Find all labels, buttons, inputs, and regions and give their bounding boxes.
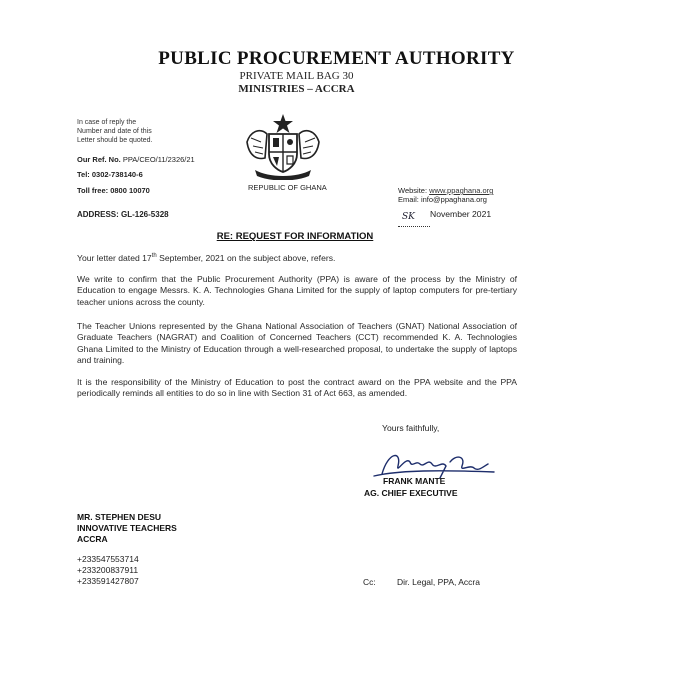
- recipient-line: ACCRA: [77, 534, 108, 544]
- reply-note-line: In case of reply the: [77, 119, 137, 126]
- cc-label: Cc:: [363, 577, 376, 587]
- paragraph-1-end: September, 2021 on the subject above, refers.: [156, 252, 336, 263]
- recipient-line: MR. STEPHEN DESU: [77, 512, 162, 522]
- website: [398, 186, 493, 195]
- tollfree-label: Toll free:: [77, 186, 109, 195]
- cc-value: Dir. Legal, PPA, Accra: [397, 577, 480, 587]
- reply-note-line: Letter should be quoted.: [77, 137, 153, 144]
- letterhead-title: PUBLIC PROCUREMENT AUTHORITY: [158, 48, 515, 69]
- email-label: Email:: [398, 195, 419, 204]
- our-ref: [77, 155, 195, 164]
- handwritten-day: SK: [402, 212, 415, 222]
- phone-number: +233547553714: [77, 554, 139, 564]
- letterhead-mail-bag: PRIVATE MAIL BAG 30: [239, 70, 354, 82]
- signatory-name: FRANK MANTE: [383, 476, 446, 486]
- toll-free: [77, 186, 150, 195]
- recipient-phones: [77, 554, 139, 587]
- website-label: Website:: [398, 186, 428, 195]
- email-link[interactable]: info@ppaghana.org: [420, 195, 487, 204]
- date-month-year: November 2021: [430, 209, 492, 219]
- tollfree-value: 0800 10070: [110, 186, 150, 195]
- address: ADDRESS: GL-126-5328: [77, 210, 169, 219]
- recipient-line: INNOVATIVE TEACHERS: [77, 523, 177, 533]
- paragraph-1: [77, 251, 517, 264]
- paragraph-1-start: Your letter dated 17: [77, 252, 152, 263]
- subject-line: RE: REQUEST FOR INFORMATION: [216, 231, 374, 242]
- telephone: [77, 170, 143, 179]
- phone-number: +233591427807: [77, 576, 139, 586]
- coat-of-arms-icon: [241, 112, 325, 180]
- recipient-address: [77, 512, 177, 545]
- tel-value: 0302-738140-6: [91, 170, 143, 179]
- valediction: Yours faithfully,: [382, 423, 440, 433]
- paragraph-3: The Teacher Unions represented by the Ghana National Association of Teachers (GNAT) National Association of Graduate Teachers (NAGRAT) and Coalition of Concerned Teachers (CCT) recommended K. A. Technologies Ghana Limited to the Ministry of Education through a well-researched proposal, to undertake the supply of laptops and training.: [77, 321, 517, 366]
- date-day-line: [398, 208, 430, 227]
- letterhead-location: MINISTRIES – ACCRA: [238, 83, 355, 95]
- tel-label: Tel:: [77, 170, 90, 179]
- emblem-caption: REPUBLIC OF GHANA: [248, 183, 327, 192]
- signatory-title: AG. CHIEF EXECUTIVE: [364, 488, 458, 498]
- reply-note-line: Number and date of this: [77, 128, 152, 135]
- paragraph-1-ordinal: th: [151, 253, 157, 259]
- phone-number: +233200837911: [77, 565, 139, 575]
- our-ref-value: PPA/CEO/11/2326/21: [122, 155, 195, 164]
- email: [398, 195, 487, 204]
- our-ref-label: Our Ref. No.: [77, 155, 121, 164]
- reply-note: [77, 118, 153, 145]
- paragraph-4: It is the responsibility of the Ministry of Education to post the contract award on the PPA website and the PPA periodically reminds all entities to do so in line with Section 31 of Act 663, as amended.: [77, 377, 517, 399]
- website-link[interactable]: www.ppaghana.org: [429, 186, 494, 195]
- paragraph-2: We write to confirm that the Public Procurement Authority (PPA) is aware of the process by the Ministry of Education to engage Messrs. K. A. Technologies Ghana Limited for the supply of laptop computers for pre-tertiary teacher unions across the county.: [77, 274, 517, 307]
